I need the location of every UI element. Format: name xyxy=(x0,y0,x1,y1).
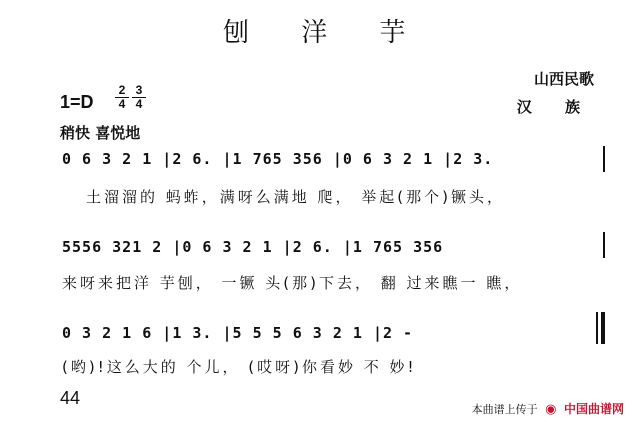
site-logo-icon: ◉ xyxy=(545,402,557,417)
barline xyxy=(603,146,605,172)
notes-line-1: 0 6 3 2 1 |2 6. |1 765 356 |0 6 3 2 1 |2 3. xyxy=(62,150,494,168)
origin-ethnicity: 汉 族 xyxy=(516,98,594,116)
time-signature-2: 3 4 xyxy=(132,84,146,111)
origin-region: 山西民歌 xyxy=(533,70,594,88)
notes-line-2: 5556 321 2 |0 6 3 2 1 |2 6. |1 765 356 xyxy=(62,238,444,256)
lyrics-line-3: (哟)!这么大的 个儿， (哎呀)你看妙 不 妙! xyxy=(62,358,417,376)
final-barline-thin xyxy=(596,312,598,344)
lyrics-line-2: 来呀来把洋 芋刨， 一镢 头(那)下去， 翻 过来瞧一 瞧， xyxy=(62,274,523,292)
barline xyxy=(603,232,605,258)
footer-credit xyxy=(472,400,624,417)
footer-text: 本曲谱上传于 xyxy=(471,403,538,416)
tempo-marking: 稍快 喜悦地 xyxy=(60,124,141,142)
final-barline-thick xyxy=(601,312,605,344)
lyrics-line-1: 土溜溜的 蚂蚱，满呀么满地 爬， 举起(那个)镢头， xyxy=(86,188,506,206)
page-number: 44 xyxy=(60,388,81,408)
notes-line-3: 0 3 2 1 6 |1 3. |5 5 5 6 3 2 1 |2 - xyxy=(62,324,414,342)
footer-brand: 中国曲谱网 xyxy=(563,402,624,416)
song-title: 刨 洋 芋 xyxy=(223,18,428,48)
key-signature: 1=D xyxy=(60,92,94,112)
time-signature-1: 2 4 xyxy=(115,84,129,111)
